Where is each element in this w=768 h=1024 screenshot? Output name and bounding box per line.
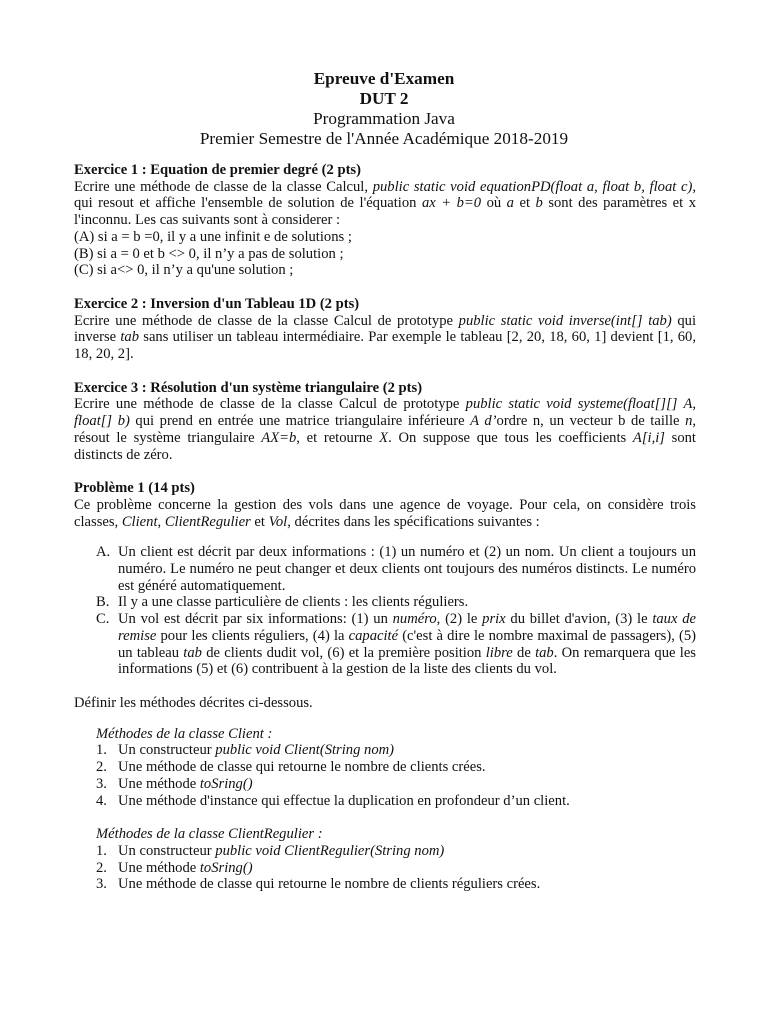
exam-header [0,69,768,149]
text-span: Ce problème concerne la gestion des vols dans une agence de voyage. Pour cela, on considère trois classes, [74,496,696,530]
method-signature: public static void systeme(float[][] A, float[] b) [74,396,697,430]
text-span: . On suppose que tous les coefficients [388,429,633,446]
problem-1-intro [74,497,696,530]
list-marker: 1. [96,742,107,759]
spec-text: Il y a une classe particulière de clients : les clients réguliers. [118,594,469,611]
text-span: Ecrire une méthode de classe de la classe Calcul de prototype [74,396,466,413]
method-signature: public void ClientRegulier(String nom) [215,842,445,859]
exam-semester: Premier Semestre de l'Année Académique 2018-2019 [199,129,569,148]
list-marker: 2. [96,759,107,776]
list-item [74,793,696,810]
term: prix [482,611,506,628]
text-span: Ecrire une méthode de classe de la classe Calcul de prototype [74,312,459,329]
variable: n [685,413,693,430]
exercise-1-title: Exercice 1 : Equation de premier degré (2 pts) [74,162,361,178]
text-span: du billet d'avion, (3) le [505,611,653,628]
list-marker: 3. [96,876,107,893]
text-span: Un constructeur [118,742,216,759]
term: capacité [348,627,399,644]
exercise-1 [74,162,696,279]
text-span: où [481,195,507,212]
problem-1 [74,480,696,893]
text-span: (c'est à dire le nombre maximal de passagers), (5) un tableau [118,627,696,661]
case-a: (A) si a = b =0, il y a une infinit e de solutions ; [74,228,352,245]
spec-item-a [74,544,696,594]
variable: X [379,429,389,446]
text-span: et [250,513,269,530]
variable: A d’ [470,413,497,430]
regulier-methods-title: Méthodes de la classe ClientRegulier : [96,826,323,843]
term: taux de remise [118,611,696,644]
term: tab [535,644,554,661]
text-span: qui prend en entrée une matrice triangulaire inférieure [129,413,471,430]
text-span: , [157,513,165,530]
text-span: qui inverse [74,312,697,346]
variable: b [535,195,543,212]
exercise-2 [74,296,696,363]
list-marker: C. [96,611,110,628]
exercise-2-text [74,313,696,363]
list-item [74,876,696,893]
method-signature: toSring() [199,859,253,876]
text-span: , résout le système triangulaire [74,413,697,446]
list-item [74,860,696,877]
exam-course: Programmation Java [313,109,455,128]
spec-item-c [74,611,696,678]
list-marker: 4. [96,792,107,809]
list-marker: A. [96,544,111,561]
list-item [74,843,696,860]
spec-text: Un client est décrit par deux informations : (1) un numéro et (2) un nom. Un client a toujours un numéro. Le numéro ne peut changer et deux clients ont toujours des numéros distincts. Le numéro est généré automatiquement. [118,544,696,594]
text-span: Une méthode de classe qui retourne le nombre de clients réguliers crées. [118,876,541,893]
method-signature: toSring() [199,775,253,792]
regulier-methods-list [74,843,696,893]
list-marker: B. [96,594,110,611]
exercise-3-text [74,396,696,463]
list-item [74,759,696,776]
exam-content [74,162,696,893]
problem-1-title: Problème 1 (14 pts) [74,480,195,497]
variable: a [506,195,514,212]
text-span: Un vol est décrit par six informations: (1) un [118,611,393,628]
variable: A[i,i] [632,429,665,446]
class-name: ClientRegulier [164,513,251,530]
exercise-3 [74,380,696,464]
method-signature: public static void equationPD(float a, float b, float c), [372,178,696,195]
text-span: sans utiliser un tableau intermédiaire. Par exemple le tableau [2, 20, 18, 60, 1] devient [1, 60, 18, 20, 2]. [74,329,696,363]
variable: tab [120,329,140,346]
list-item [74,776,696,793]
text-span: qui resout et affiche l'ensemble de solution de l'équation [74,195,422,212]
text-span: , et retourne [296,429,380,446]
exam-level: DUT 2 [359,89,409,108]
method-signature: public static void inverse(int[] tab) [458,312,672,329]
list-marker: 1. [96,842,107,859]
text-span: Une méthode d'instance qui effectue la duplication en profondeur d’un client. [118,792,570,809]
text-span: Une méthode [118,859,200,876]
client-methods-list [74,742,696,809]
text-span: Ecrire une méthode de classe de la classe Calcul, [74,178,373,195]
text-span: de [512,644,536,661]
equation: AX=b [261,429,297,446]
text-span: , décrites dans les spécifications suivantes : [287,513,540,530]
case-b: (B) si a = 0 et b <> 0, il n’y a pas de solution ; [74,245,344,262]
spec-item-b [74,594,696,611]
client-methods-title: Méthodes de la classe Client : [96,725,273,742]
exam-title: Epreuve d'Examen [313,69,455,88]
text-span: Une méthode de classe qui retourne le nombre de clients crées. [118,759,486,776]
equation: ax + b=0 [421,195,482,212]
text-span: sont des paramètres et x l'inconnu. Les cas suivants sont à considerer : [74,195,696,229]
text-span: Une méthode [118,775,200,792]
term: tab [183,644,202,661]
list-marker: 3. [96,775,107,792]
exercise-2-title: Exercice 2 : Inversion d'un Tableau 1D (2 pts) [74,295,360,312]
text-span: , (2) le [436,611,483,628]
text-span: de clients dudit vol, (6) et la première position [201,644,486,661]
text-span: sont distincts de zéro. [74,429,696,463]
exercise-3-title: Exercice 3 : Résolution d'un système triangulaire (2 pts) [74,379,423,396]
list-item [74,742,696,759]
case-c: (C) si a<> 0, il n’y a qu'une solution ; [74,262,294,279]
list-marker: 2. [96,859,107,876]
text-span: Un constructeur [118,842,216,859]
exercise-1-text [74,179,696,229]
define-instruction: Définir les méthodes décrites ci-dessous. [74,694,313,711]
class-name: Client [121,513,158,530]
term: libre [485,644,513,661]
method-signature: public void Client(String nom) [215,742,395,759]
text-span: pour les clients réguliers, (4) la [156,627,349,644]
text-span: ordre n, un vecteur b de taille [496,413,686,430]
class-name: Vol [268,513,288,530]
term: numéro [392,611,437,628]
text-span: et [513,195,536,212]
spec-list [74,544,696,678]
text-span: . On remarquera que les informations (5) et (6) contribuent à la gestion de la liste des clients du vol. [118,644,696,678]
